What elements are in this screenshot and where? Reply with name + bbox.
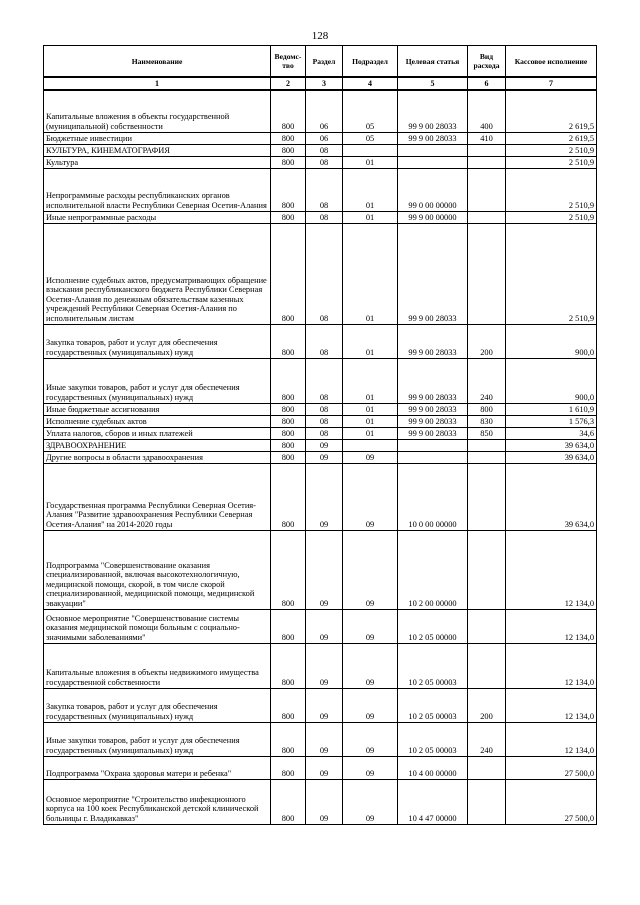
row-name: Государственная программа Республики Северная Осетия-Алания "Развитие здравоохранения Республики Северная Осетия-Алания" на 2014-2020 годы: [44, 463, 271, 530]
row-amount: 27 500,0: [506, 779, 597, 824]
row-name: Подпрограмма "Совершенствование оказания специализированной, включая высокотехнологичную, медицинской помощи, скорой, в том числе скорой специализированной, медицинской помощи, медицинской эвакуации": [44, 530, 271, 609]
row-target-article: 99 9 00 28033: [398, 223, 468, 324]
row-subsection: 09: [343, 779, 398, 824]
row-amount: 2 510,9: [506, 144, 597, 156]
row-section: 09: [306, 451, 343, 463]
row-name: Исполнение судебных актов, предусматривающих обращение взыскания республиканского бюджета Республики Северная Осетия-Алания по денежным обязательствам казенных учреждений Республики Северная Осетия-Алания по исполнительным листам: [44, 223, 271, 324]
table-row: [44, 439, 597, 451]
row-section: 08: [306, 324, 343, 358]
row-subsection: 09: [343, 530, 398, 609]
header-subsection: Подраздел: [343, 46, 398, 78]
row-expense-type: [468, 756, 506, 779]
column-number: 1: [44, 77, 271, 90]
row-name: Уплата налогов, сборов и иных платежей: [44, 427, 271, 439]
table-row: [44, 427, 597, 439]
row-section: 08: [306, 156, 343, 168]
table-row: [44, 144, 597, 156]
row-expense-type: [468, 211, 506, 223]
table-row: [44, 722, 597, 756]
row-name: Иные закупки товаров, работ и услуг для обеспечения государственных (муниципальных) нужд: [44, 358, 271, 403]
row-amount: 900,0: [506, 324, 597, 358]
row-department: 800: [271, 722, 306, 756]
row-subsection: 05: [343, 132, 398, 144]
row-target-article: 99 9 00 28033: [398, 324, 468, 358]
row-section: 08: [306, 168, 343, 211]
row-name: КУЛЬТУРА, КИНЕМАТОГРАФИЯ: [44, 144, 271, 156]
row-department: 800: [271, 439, 306, 451]
table-row: [44, 688, 597, 722]
row-subsection: 09: [343, 722, 398, 756]
table-row: [44, 415, 597, 427]
row-amount: 2 619,5: [506, 90, 597, 132]
table-row: [44, 779, 597, 824]
row-amount: 1 576,3: [506, 415, 597, 427]
row-section: 08: [306, 403, 343, 415]
table-row: [44, 324, 597, 358]
row-amount: 2 510,9: [506, 168, 597, 211]
row-expense-type: [468, 451, 506, 463]
row-section: 09: [306, 609, 343, 643]
row-target-article: 99 9 00 28033: [398, 358, 468, 403]
row-name: Исполнение судебных актов: [44, 415, 271, 427]
row-subsection: 01: [343, 324, 398, 358]
row-department: 800: [271, 211, 306, 223]
row-subsection: 09: [343, 609, 398, 643]
row-name: Закупка товаров, работ и услуг для обеспечения государственных (муниципальных) нужд: [44, 688, 271, 722]
row-amount: 12 134,0: [506, 643, 597, 688]
table-row: [44, 451, 597, 463]
row-name: Бюджетные инвестиции: [44, 132, 271, 144]
row-name: Непрограммные расходы республиканских органов исполнительной власти Республики Северная Осетия-Алания: [44, 168, 271, 211]
row-expense-type: 240: [468, 358, 506, 403]
row-target-article: 99 9 00 28033: [398, 403, 468, 415]
column-number-row: [44, 77, 597, 90]
row-expense-type: 400: [468, 90, 506, 132]
row-amount: 12 134,0: [506, 609, 597, 643]
table-row: [44, 530, 597, 609]
row-section: 08: [306, 358, 343, 403]
table-row: [44, 132, 597, 144]
row-target-article: 10 2 00 00000: [398, 530, 468, 609]
table-header-row: [44, 46, 597, 78]
row-department: 800: [271, 451, 306, 463]
header-section: Раздел: [306, 46, 343, 78]
row-department: 800: [271, 530, 306, 609]
row-target-article: 10 4 47 00000: [398, 779, 468, 824]
row-section: 08: [306, 415, 343, 427]
row-target-article: 10 2 05 00003: [398, 722, 468, 756]
row-subsection: 01: [343, 403, 398, 415]
row-amount: 1 610,9: [506, 403, 597, 415]
row-section: 09: [306, 722, 343, 756]
row-target-article: 10 2 05 00000: [398, 609, 468, 643]
row-target-article: [398, 439, 468, 451]
row-section: 09: [306, 530, 343, 609]
row-target-article: [398, 144, 468, 156]
row-department: 800: [271, 223, 306, 324]
row-expense-type: 410: [468, 132, 506, 144]
row-department: 800: [271, 643, 306, 688]
row-expense-type: 200: [468, 324, 506, 358]
row-target-article: 10 4 00 00000: [398, 756, 468, 779]
header-expense-type: Вид расхода: [468, 46, 506, 78]
row-section: 08: [306, 211, 343, 223]
row-amount: 27 500,0: [506, 756, 597, 779]
row-name: Основное мероприятие "Строительство инфекционного корпуса на 100 коек Республиканской детской клинической больницы г. Владикавказ": [44, 779, 271, 824]
row-department: 800: [271, 132, 306, 144]
row-target-article: 10 2 05 00003: [398, 643, 468, 688]
column-number: 4: [343, 77, 398, 90]
row-subsection: 01: [343, 168, 398, 211]
column-number: 3: [306, 77, 343, 90]
row-subsection: 01: [343, 358, 398, 403]
table-row: [44, 403, 597, 415]
column-number: 6: [468, 77, 506, 90]
table-row: [44, 168, 597, 211]
row-department: 800: [271, 144, 306, 156]
row-department: 800: [271, 90, 306, 132]
row-name: Другие вопросы в области здравоохранения: [44, 451, 271, 463]
row-department: 800: [271, 156, 306, 168]
budget-table: [43, 45, 597, 825]
column-number: 2: [271, 77, 306, 90]
row-subsection: [343, 439, 398, 451]
row-expense-type: [468, 643, 506, 688]
header-name: Наименование: [44, 46, 271, 78]
row-department: 800: [271, 779, 306, 824]
row-name: Культура: [44, 156, 271, 168]
column-number: 7: [506, 77, 597, 90]
row-name: Подпрограмма "Охрана здоровья матери и ребенка": [44, 756, 271, 779]
row-section: 08: [306, 144, 343, 156]
header-target-article: Целевая статья: [398, 46, 468, 78]
row-name: Основное мероприятие "Совершенствование системы оказания медицинской помощи больным с социально-значимыми заболеваниями": [44, 609, 271, 643]
row-department: 800: [271, 358, 306, 403]
row-expense-type: 200: [468, 688, 506, 722]
row-amount: 12 134,0: [506, 530, 597, 609]
row-section: 09: [306, 779, 343, 824]
row-subsection: 01: [343, 156, 398, 168]
row-department: 800: [271, 415, 306, 427]
row-subsection: 01: [343, 211, 398, 223]
row-expense-type: [468, 156, 506, 168]
row-section: 09: [306, 643, 343, 688]
row-expense-type: 800: [468, 403, 506, 415]
row-department: 800: [271, 756, 306, 779]
row-subsection: [343, 144, 398, 156]
row-name: Капитальные вложения в объекты государственной (муниципальной) собственности: [44, 90, 271, 132]
column-number: 5: [398, 77, 468, 90]
row-section: 09: [306, 439, 343, 451]
row-expense-type: 240: [468, 722, 506, 756]
table-row: [44, 463, 597, 530]
row-section: 08: [306, 427, 343, 439]
row-target-article: 99 9 00 28033: [398, 415, 468, 427]
row-target-article: 99 9 00 00000: [398, 211, 468, 223]
table-row: [44, 756, 597, 779]
row-department: 800: [271, 324, 306, 358]
row-name: Иные бюджетные ассигнования: [44, 403, 271, 415]
table-row: [44, 609, 597, 643]
row-target-article: 10 2 05 00003: [398, 688, 468, 722]
table-row: [44, 156, 597, 168]
row-name: ЗДРАВООХРАНЕНИЕ: [44, 439, 271, 451]
table-row: [44, 358, 597, 403]
row-expense-type: [468, 463, 506, 530]
row-department: 800: [271, 427, 306, 439]
table-body: [44, 90, 597, 824]
page-number: 128: [311, 30, 329, 42]
row-section: 06: [306, 132, 343, 144]
row-expense-type: [468, 779, 506, 824]
row-amount: 2 510,9: [506, 223, 597, 324]
row-subsection: 09: [343, 756, 398, 779]
row-name: Иные непрограммные расходы: [44, 211, 271, 223]
row-name: Капитальные вложения в объекты недвижимого имущества государственной собственности: [44, 643, 271, 688]
row-amount: 900,0: [506, 358, 597, 403]
row-department: 800: [271, 463, 306, 530]
row-expense-type: [468, 609, 506, 643]
row-amount: 39 634,0: [506, 463, 597, 530]
row-amount: 12 134,0: [506, 722, 597, 756]
row-amount: 2 510,9: [506, 211, 597, 223]
row-subsection: 09: [343, 688, 398, 722]
row-target-article: [398, 451, 468, 463]
row-subsection: 01: [343, 223, 398, 324]
header-department: Ведомс-тво: [271, 46, 306, 78]
row-target-article: 99 9 00 28033: [398, 427, 468, 439]
row-department: 800: [271, 609, 306, 643]
row-target-article: [398, 156, 468, 168]
row-target-article: 99 0 00 00000: [398, 168, 468, 211]
row-expense-type: 830: [468, 415, 506, 427]
row-department: 800: [271, 688, 306, 722]
row-name: Закупка товаров, работ и услуг для обеспечения государственных (муниципальных) нужд: [44, 324, 271, 358]
row-section: 06: [306, 90, 343, 132]
row-subsection: 09: [343, 463, 398, 530]
row-amount: 2 510,9: [506, 156, 597, 168]
row-subsection: 09: [343, 451, 398, 463]
row-subsection: 09: [343, 643, 398, 688]
header-cash-execution: Кассовое исполнение: [506, 46, 597, 78]
row-expense-type: [468, 439, 506, 451]
table-row: [44, 90, 597, 132]
row-expense-type: [468, 530, 506, 609]
row-amount: 34,6: [506, 427, 597, 439]
table-row: [44, 211, 597, 223]
row-amount: 2 619,5: [506, 132, 597, 144]
row-amount: 39 634,0: [506, 439, 597, 451]
row-department: 800: [271, 403, 306, 415]
row-amount: 12 134,0: [506, 688, 597, 722]
table-row: [44, 643, 597, 688]
row-section: 08: [306, 223, 343, 324]
row-target-article: 99 9 00 28033: [398, 90, 468, 132]
row-target-article: 99 9 00 28033: [398, 132, 468, 144]
row-department: 800: [271, 168, 306, 211]
row-subsection: 01: [343, 427, 398, 439]
row-expense-type: [468, 168, 506, 211]
row-subsection: 01: [343, 415, 398, 427]
row-section: 09: [306, 756, 343, 779]
row-subsection: 05: [343, 90, 398, 132]
row-section: 09: [306, 463, 343, 530]
row-expense-type: [468, 144, 506, 156]
row-expense-type: [468, 223, 506, 324]
row-amount: 39 634,0: [506, 451, 597, 463]
table-row: [44, 223, 597, 324]
row-name: Иные закупки товаров, работ и услуг для обеспечения государственных (муниципальных) нужд: [44, 722, 271, 756]
row-expense-type: 850: [468, 427, 506, 439]
row-target-article: 10 0 00 00000: [398, 463, 468, 530]
row-section: 09: [306, 688, 343, 722]
